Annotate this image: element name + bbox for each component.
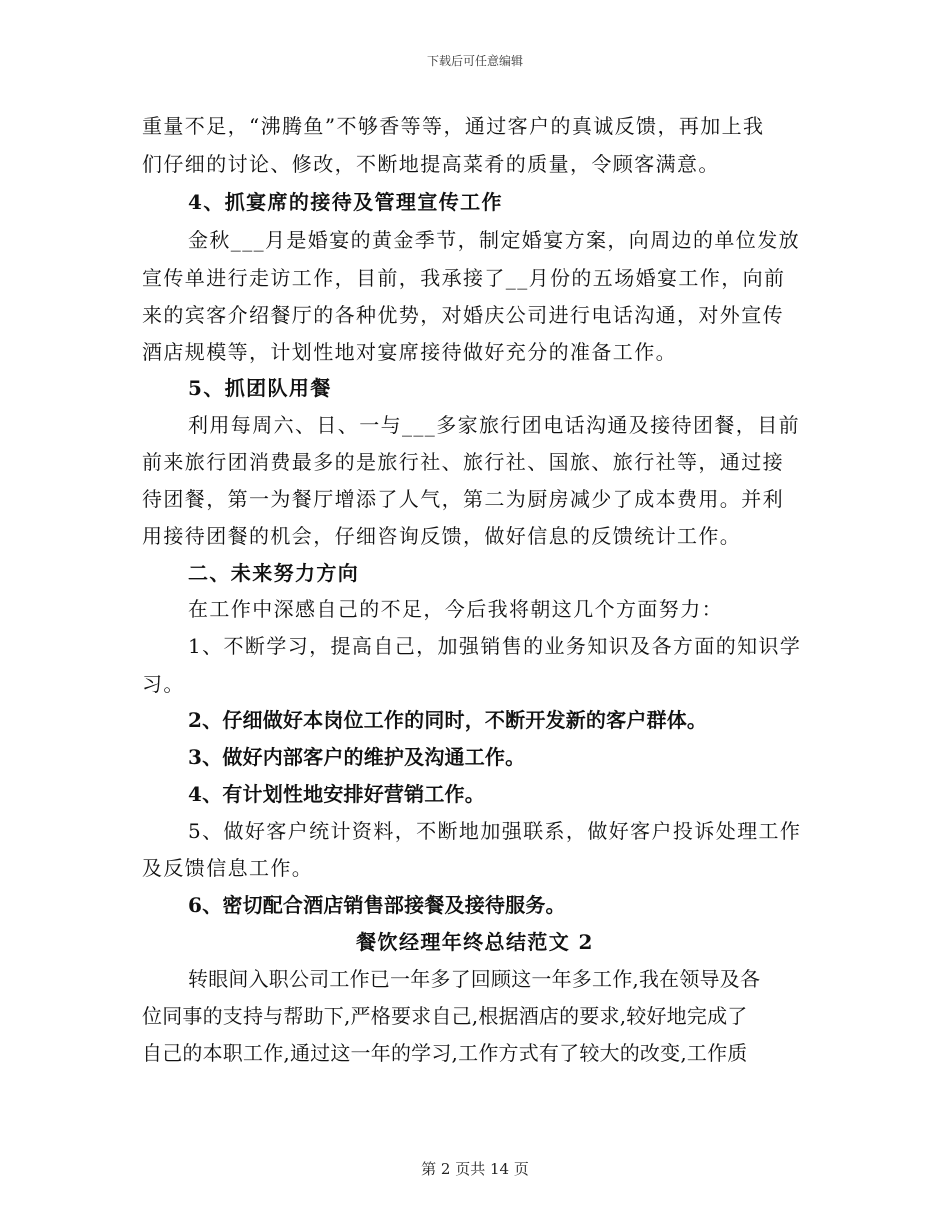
paragraph-first-line: 转眼间入职公司工作已一年多了回顾这一年多工作,我在领导及各 [188, 967, 761, 991]
body-text-line: 习。 [142, 672, 185, 696]
body-text-line: 前来旅行团消费最多的是旅行社、旅行社、国旅、旅行社等，通过接 [142, 450, 784, 474]
section-heading: 5、抓团队用餐 [188, 376, 332, 400]
body-text-line: 宣传单进行走访工作，目前，我承接了__月份的五场婚宴工作，向前 [142, 266, 786, 290]
body-text-line: 待团餐，第一为餐厅增添了人气，第二为厨房减少了成本费用。并利 [142, 487, 784, 511]
body-text-line: 及反馈信息工作。 [142, 856, 314, 880]
paragraph-first-line: 金秋___月是婚宴的黄金季节，制定婚宴方案，向周边的单位发放 [188, 228, 800, 252]
article-title: 餐饮经理年终总结范文 2 [356, 930, 594, 954]
page-footer: 第 2 页共 14 页 [421, 1160, 529, 1178]
body-text-line: 来的宾客介绍餐厅的各种优势，对婚庆公司进行电话沟通，对外宣传 [142, 303, 784, 327]
list-item: 5、做好客户统计资料，不断地加强联系，做好客户投诉处理工作 [188, 819, 802, 843]
list-item-bold: 4、有计划性地安排好营销工作。 [188, 782, 485, 806]
body-text-line: 们仔细的讨论、修改，不断地提高菜肴的质量，令顾客满意。 [142, 152, 720, 176]
list-item-bold: 2、仔细做好本岗位工作的同时，不断开发新的客户群体。 [188, 708, 708, 732]
body-text-line: 自己的本职工作,通过这一年的学习,工作方式有了较大的改变,工作质 [142, 1041, 748, 1065]
section-heading: 二、未来努力方向 [188, 561, 360, 585]
body-text-line: 用接待团餐的机会，仔细咨询反馈，做好信息的反馈统计工作。 [142, 524, 742, 548]
list-item-bold: 3、做好内部客户的维护及沟通工作。 [188, 745, 526, 769]
body-text-line: 酒店规模等，计划性地对宴席接待做好充分的准备工作。 [142, 340, 677, 364]
list-item: 1、不断学习，提高自己，加强销售的业务知识及各方面的知识学 [188, 634, 802, 658]
body-text-line: 重量不足，“沸腾鱼”不够香等等，通过客户的真诚反馈，再加上我 [142, 114, 765, 138]
paragraph-first-line: 在工作中深感自己的不足，今后我将朝这几个方面努力： [188, 597, 723, 621]
body-text-line: 位同事的支持与帮助下,严格要求自己,根据酒店的要求,较好地完成了 [142, 1004, 748, 1028]
list-item-bold: 6、密切配合酒店销售部接餐及接待服务。 [188, 893, 566, 917]
page-header: 下载后可任意编辑 [426, 54, 523, 68]
paragraph-first-line: 利用每周六、日、一与___多家旅行团电话沟通及接待团餐，目前 [188, 413, 800, 437]
section-heading: 4、抓宴席的接待及管理宣传工作 [188, 190, 503, 214]
